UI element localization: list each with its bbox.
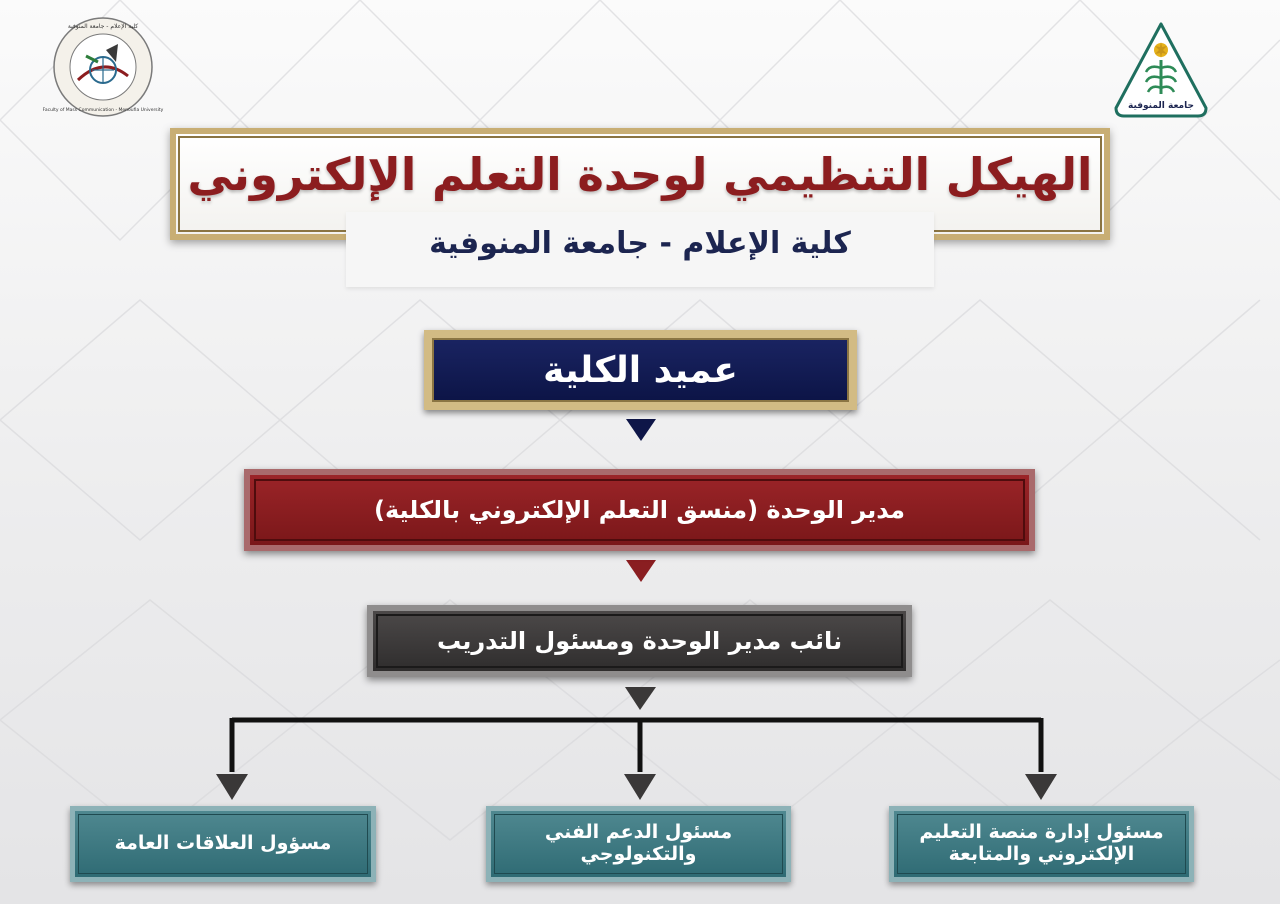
page-subtitle: كلية الإعلام - جامعة المنوفية [429,226,851,261]
deputy-label: نائب مدير الوحدة ومسئول التدريب [436,627,843,655]
platform-manager-label: مسئول إدارة منصة التعليم الإلكتروني والمتابعة [919,821,1164,865]
public-relations-box [70,806,376,882]
page-title: الهيكل التنظيمي لوحدة التعلم الإلكتروني [187,148,1093,201]
unit-manager-label: مدير الوحدة (منسق التعلم الإلكتروني بالكلية) [373,496,906,524]
faculty-seal-logo [42,16,164,118]
dean-box [424,330,857,410]
deputy-box [367,605,912,677]
svg-text:كلية الإعلام - جامعة المنوفية: كلية الإعلام - جامعة المنوفية [67,23,139,30]
public-relations-label: مسؤول العلاقات العامة [114,832,332,855]
platform-manager-box [889,806,1194,882]
tech-support-box [486,806,791,882]
dean-label: عميد الكلية [543,349,738,391]
unit-manager-box [244,469,1035,551]
svg-text:جامعة المنوفية: جامعة المنوفية [1128,101,1194,111]
svg-text:Faculty of Mass Communication: Faculty of Mass Communication - Menoufia University [42,108,164,113]
tech-support-label: مسئول الدعم الفني والتكنولوجي [544,821,733,865]
university-emblem-logo [1112,20,1210,120]
